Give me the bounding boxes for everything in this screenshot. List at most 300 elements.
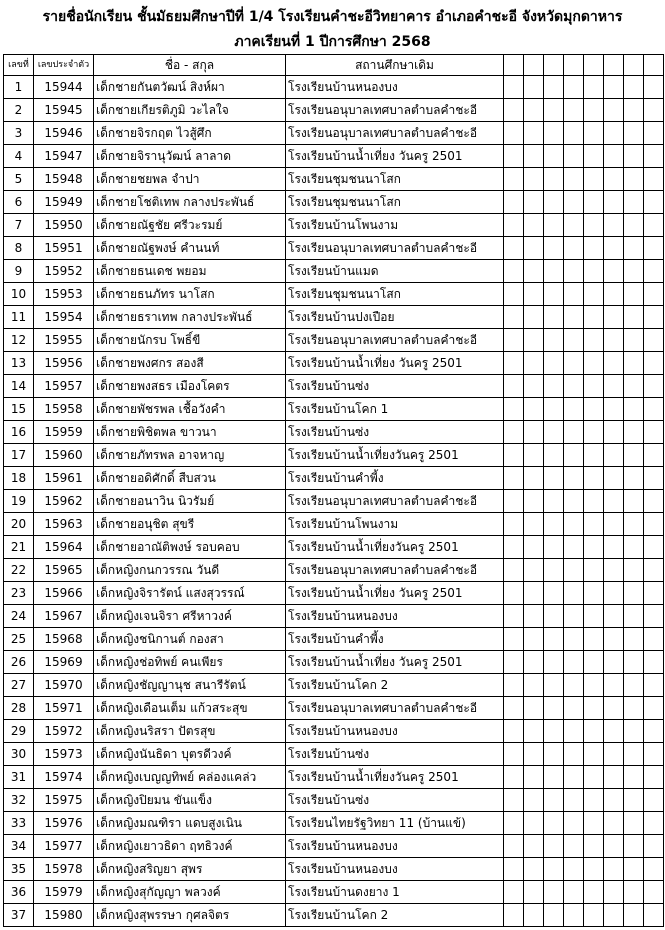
blank-cell [524,214,544,237]
student-id: 15955 [34,329,94,352]
blank-cell [524,812,544,835]
student-id: 15947 [34,145,94,168]
blank-cell [644,674,664,697]
blank-cell [504,720,524,743]
student-name: เด็กชายกันตวัฒน์ สิงห์ผา [94,76,286,99]
blank-cell [644,858,664,881]
blank-cell [524,651,544,674]
blank-cell [624,306,644,329]
blank-cell [504,329,524,352]
student-id: 15961 [34,467,94,490]
blank-cell [504,99,524,122]
student-no: 10 [4,283,34,306]
blank-cell [564,651,584,674]
student-id: 15979 [34,881,94,904]
blank-cell [584,467,604,490]
student-id: 15957 [34,375,94,398]
blank-cell [524,789,544,812]
blank-cell [504,789,524,812]
student-id: 15971 [34,697,94,720]
blank-cell [624,421,644,444]
blank-cell [544,789,564,812]
table-row [4,789,664,812]
student-name: เด็กชายภัทรพล อาจหาญ [94,444,286,467]
previous-school: โรงเรียนอนุบาลเทศบาลตำบลคำชะอี [286,490,504,513]
blank-cell [524,191,544,214]
blank-cell [624,352,644,375]
student-no: 17 [4,444,34,467]
blank-cell [524,283,544,306]
blank-cell [604,881,624,904]
blank-cell [564,214,584,237]
student-no: 9 [4,260,34,283]
blank-cell [584,283,604,306]
student-name: เด็กหญิงสุพรรษา กุศลจิตร [94,904,286,927]
student-name: เด็กชายอาณัติพงษ์ รอบคอบ [94,536,286,559]
document-title: รายชื่อนักเรียน ชั้นมัธยมศึกษาปีที่ 1/4 โรงเรียนคำชะอีวิทยาคาร อำเภอคำชะอี จังหวัดมุกดาหาร [42,9,623,25]
table-row [4,651,664,674]
header-blank-cell [604,55,624,76]
blank-cell [624,145,644,168]
student-name: เด็กหญิงเยาวธิดา ฤทธิวงค์ [94,835,286,858]
blank-cell [544,835,564,858]
blank-cell [644,329,664,352]
table-row [4,76,664,99]
blank-cell [544,559,564,582]
table-row [4,582,664,605]
blank-cell [644,237,664,260]
blank-cell [584,191,604,214]
blank-cell [604,467,624,490]
blank-cell [564,835,584,858]
blank-cell [504,260,524,283]
blank-cell [544,582,564,605]
blank-cell [644,444,664,467]
student-no: 21 [4,536,34,559]
student-name: เด็กชายพงศกร สองสี [94,352,286,375]
table-row [4,858,664,881]
previous-school: โรงเรียนบ้านโคก 2 [286,904,504,927]
table-row [4,720,664,743]
table-row [4,605,664,628]
blank-cell [504,582,524,605]
blank-cell [544,283,564,306]
blank-cell [604,283,624,306]
header-blank-cell [504,55,524,76]
blank-cell [584,720,604,743]
blank-cell [584,214,604,237]
previous-school: โรงเรียนบ้านน้ำเที่ยงวันครู 2501 [286,444,504,467]
blank-cell [524,76,544,99]
blank-cell [524,858,544,881]
blank-cell [564,237,584,260]
student-id: 15968 [34,628,94,651]
previous-school: โรงเรียนอนุบาลเทศบาลตำบลคำชะอี [286,697,504,720]
blank-cell [504,237,524,260]
blank-cell [564,559,584,582]
previous-school: โรงเรียนบ้านหนองบง [286,720,504,743]
blank-cell [644,490,664,513]
blank-cell [604,904,624,927]
blank-cell [504,743,524,766]
table-row [4,766,664,789]
blank-cell [504,444,524,467]
roster-body [4,76,664,927]
blank-cell [504,674,524,697]
blank-cell [504,858,524,881]
blank-cell [544,812,564,835]
blank-cell [564,881,584,904]
blank-cell [544,881,564,904]
blank-cell [624,720,644,743]
blank-cell [544,858,564,881]
blank-cell [504,76,524,99]
student-no: 7 [4,214,34,237]
blank-cell [504,881,524,904]
student-id: 15975 [34,789,94,812]
student-no: 15 [4,398,34,421]
student-no: 8 [4,237,34,260]
blank-cell [584,628,604,651]
blank-cell [524,122,544,145]
student-id: 15948 [34,168,94,191]
previous-school: โรงเรียนบ้านหนองบง [286,76,504,99]
table-row [4,283,664,306]
blank-cell [564,674,584,697]
blank-cell [624,789,644,812]
blank-cell [564,858,584,881]
blank-cell [624,467,644,490]
blank-cell [604,766,624,789]
blank-cell [624,490,644,513]
header-previous-school: สถานศึกษาเดิม [286,55,504,76]
blank-cell [564,904,584,927]
student-no: 11 [4,306,34,329]
student-no: 13 [4,352,34,375]
blank-cell [524,697,544,720]
blank-cell [544,398,564,421]
student-roster-table [3,54,664,927]
blank-cell [644,628,664,651]
header-student-id: เลขประจำตัว [34,55,94,76]
blank-cell [584,122,604,145]
blank-cell [624,835,644,858]
previous-school: โรงเรียนบ้านคำพี้ง [286,467,504,490]
blank-cell [524,582,544,605]
student-id: 15944 [34,76,94,99]
student-id: 15958 [34,398,94,421]
previous-school: โรงเรียนบ้านดงยาง 1 [286,881,504,904]
blank-cell [584,835,604,858]
blank-cell [544,352,564,375]
table-row [4,122,664,145]
previous-school: โรงเรียนอนุบาลเทศบาลตำบลคำชะอี [286,237,504,260]
previous-school: โรงเรียนบ้านโพนงาม [286,214,504,237]
previous-school: โรงเรียนบ้านคำพี้ง [286,628,504,651]
blank-cell [644,835,664,858]
blank-cell [564,421,584,444]
student-name: เด็กชายชยพล จำปา [94,168,286,191]
blank-cell [624,260,644,283]
blank-cell [504,352,524,375]
student-no: 29 [4,720,34,743]
blank-cell [544,191,564,214]
blank-cell [544,651,564,674]
blank-cell [604,720,624,743]
blank-cell [584,513,604,536]
blank-cell [644,283,664,306]
blank-cell [624,858,644,881]
blank-cell [604,789,624,812]
previous-school: โรงเรียนบ้านโคก 2 [286,674,504,697]
blank-cell [564,697,584,720]
blank-cell [524,444,544,467]
header-row [4,55,664,76]
student-no: 2 [4,99,34,122]
table-row [4,559,664,582]
blank-cell [544,674,564,697]
blank-cell [644,168,664,191]
previous-school: โรงเรียนอนุบาลเทศบาลตำบลคำชะอี [286,122,504,145]
blank-cell [624,122,644,145]
student-id: 15977 [34,835,94,858]
student-id: 15952 [34,260,94,283]
blank-cell [544,467,564,490]
blank-cell [644,306,664,329]
blank-cell [644,260,664,283]
blank-cell [624,766,644,789]
blank-cell [584,352,604,375]
blank-cell [544,421,564,444]
blank-cell [564,812,584,835]
blank-cell [624,904,644,927]
table-row [4,329,664,352]
table-row [4,352,664,375]
blank-cell [584,145,604,168]
blank-cell [584,812,604,835]
blank-cell [604,513,624,536]
student-name: เด็กหญิงเจนจิรา ศรีหาวงค์ [94,605,286,628]
blank-cell [524,145,544,168]
blank-cell [644,812,664,835]
student-id: 15965 [34,559,94,582]
table-row [4,628,664,651]
blank-cell [544,145,564,168]
blank-cell [644,122,664,145]
student-name: เด็กชายจิรานุวัฒน์ ลาลาด [94,145,286,168]
table-row [4,674,664,697]
blank-cell [584,490,604,513]
student-no: 35 [4,858,34,881]
student-id: 15978 [34,858,94,881]
student-name: เด็กชายพงสธร เมืองโคตร [94,375,286,398]
blank-cell [524,375,544,398]
blank-cell [624,582,644,605]
blank-cell [624,674,644,697]
blank-cell [644,99,664,122]
previous-school: โรงเรียนบ้านปงเปือย [286,306,504,329]
blank-cell [524,306,544,329]
blank-cell [564,329,584,352]
blank-cell [564,582,584,605]
table-row [4,812,664,835]
previous-school: โรงเรียนอนุบาลเทศบาลตำบลคำชะอี [286,99,504,122]
student-id: 15966 [34,582,94,605]
blank-cell [644,421,664,444]
student-id: 15964 [34,536,94,559]
table-row [4,398,664,421]
student-name: เด็กชายธราเทพ กลางประพันธ์ [94,306,286,329]
student-name: เด็กชายธนภัทร นาโสก [94,283,286,306]
blank-cell [644,743,664,766]
blank-cell [544,605,564,628]
previous-school: โรงเรียนบ้านน้ำเที่ยง วันครู 2501 [286,145,504,168]
blank-cell [584,743,604,766]
blank-cell [544,536,564,559]
previous-school: โรงเรียนบ้านน้ำเที่ยง วันครู 2501 [286,352,504,375]
blank-cell [604,490,624,513]
student-id: 15951 [34,237,94,260]
blank-cell [604,559,624,582]
table-row [4,375,664,398]
table-row [4,214,664,237]
blank-cell [524,168,544,191]
student-id: 15969 [34,651,94,674]
blank-cell [584,904,604,927]
table-row [4,306,664,329]
table-row [4,881,664,904]
blank-cell [584,375,604,398]
blank-cell [564,628,584,651]
blank-cell [564,260,584,283]
header-blank-cell [524,55,544,76]
blank-cell [604,628,624,651]
student-name: เด็กหญิงสุกัญญา พลวงค์ [94,881,286,904]
blank-cell [604,444,624,467]
blank-cell [524,352,544,375]
blank-cell [504,835,524,858]
blank-cell [584,398,604,421]
blank-cell [604,99,624,122]
blank-cell [524,628,544,651]
blank-cell [584,582,604,605]
student-no: 12 [4,329,34,352]
student-no: 34 [4,835,34,858]
blank-cell [564,513,584,536]
student-no: 16 [4,421,34,444]
blank-cell [564,490,584,513]
blank-cell [504,605,524,628]
blank-cell [524,513,544,536]
student-id: 15954 [34,306,94,329]
blank-cell [564,375,584,398]
blank-cell [564,398,584,421]
previous-school: โรงเรียนบ้านหนองบง [286,605,504,628]
student-name: เด็กชายโชติเทพ กลางประพันธ์ [94,191,286,214]
student-no: 31 [4,766,34,789]
previous-school: โรงเรียนบ้านซ่ง [286,421,504,444]
blank-cell [604,191,624,214]
blank-cell [504,513,524,536]
blank-cell [524,605,544,628]
student-no: 24 [4,605,34,628]
blank-cell [584,306,604,329]
blank-cell [624,743,644,766]
blank-cell [624,329,644,352]
blank-cell [604,398,624,421]
blank-cell [524,835,544,858]
table-row [4,260,664,283]
blank-cell [644,76,664,99]
blank-cell [544,329,564,352]
previous-school: โรงเรียนบ้านโพนงาม [286,513,504,536]
blank-cell [584,766,604,789]
blank-cell [564,444,584,467]
blank-cell [644,191,664,214]
student-id: 15960 [34,444,94,467]
blank-cell [624,628,644,651]
blank-cell [504,766,524,789]
blank-cell [524,490,544,513]
blank-cell [564,76,584,99]
blank-cell [504,191,524,214]
blank-cell [604,306,624,329]
header-name: ชื่อ - สกุล [94,55,286,76]
blank-cell [584,168,604,191]
student-name: เด็กชายธนเดช พยอม [94,260,286,283]
blank-cell [504,122,524,145]
blank-cell [504,214,524,237]
blank-cell [604,835,624,858]
blank-cell [644,214,664,237]
blank-cell [584,605,604,628]
previous-school: โรงเรียนบ้านน้ำเที่ยงวันครู 2501 [286,536,504,559]
blank-cell [564,168,584,191]
blank-cell [524,421,544,444]
blank-cell [504,375,524,398]
blank-cell [644,904,664,927]
student-name: เด็กหญิงชัญญานุช สนารีรัตน์ [94,674,286,697]
blank-cell [544,168,564,191]
blank-cell [544,260,564,283]
student-no: 18 [4,467,34,490]
student-no: 23 [4,582,34,605]
blank-cell [564,145,584,168]
blank-cell [624,513,644,536]
blank-cell [604,674,624,697]
student-name: เด็กหญิงนริสรา ปัตรสุข [94,720,286,743]
student-name: เด็กชายอนุชิต สุขรี [94,513,286,536]
student-id: 15949 [34,191,94,214]
blank-cell [524,743,544,766]
blank-cell [604,214,624,237]
student-no: 33 [4,812,34,835]
table-row [4,490,664,513]
previous-school: โรงเรียนชุมชนนาโสก [286,168,504,191]
previous-school: โรงเรียนบ้านหนองบง [286,858,504,881]
blank-cell [544,904,564,927]
blank-cell [624,76,644,99]
student-id: 15970 [34,674,94,697]
blank-cell [604,582,624,605]
table-row [4,99,664,122]
blank-cell [564,352,584,375]
student-name: เด็กหญิงนันธิดา บุตรดีวงค์ [94,743,286,766]
student-no: 37 [4,904,34,927]
blank-cell [544,444,564,467]
blank-cell [524,237,544,260]
blank-cell [564,191,584,214]
